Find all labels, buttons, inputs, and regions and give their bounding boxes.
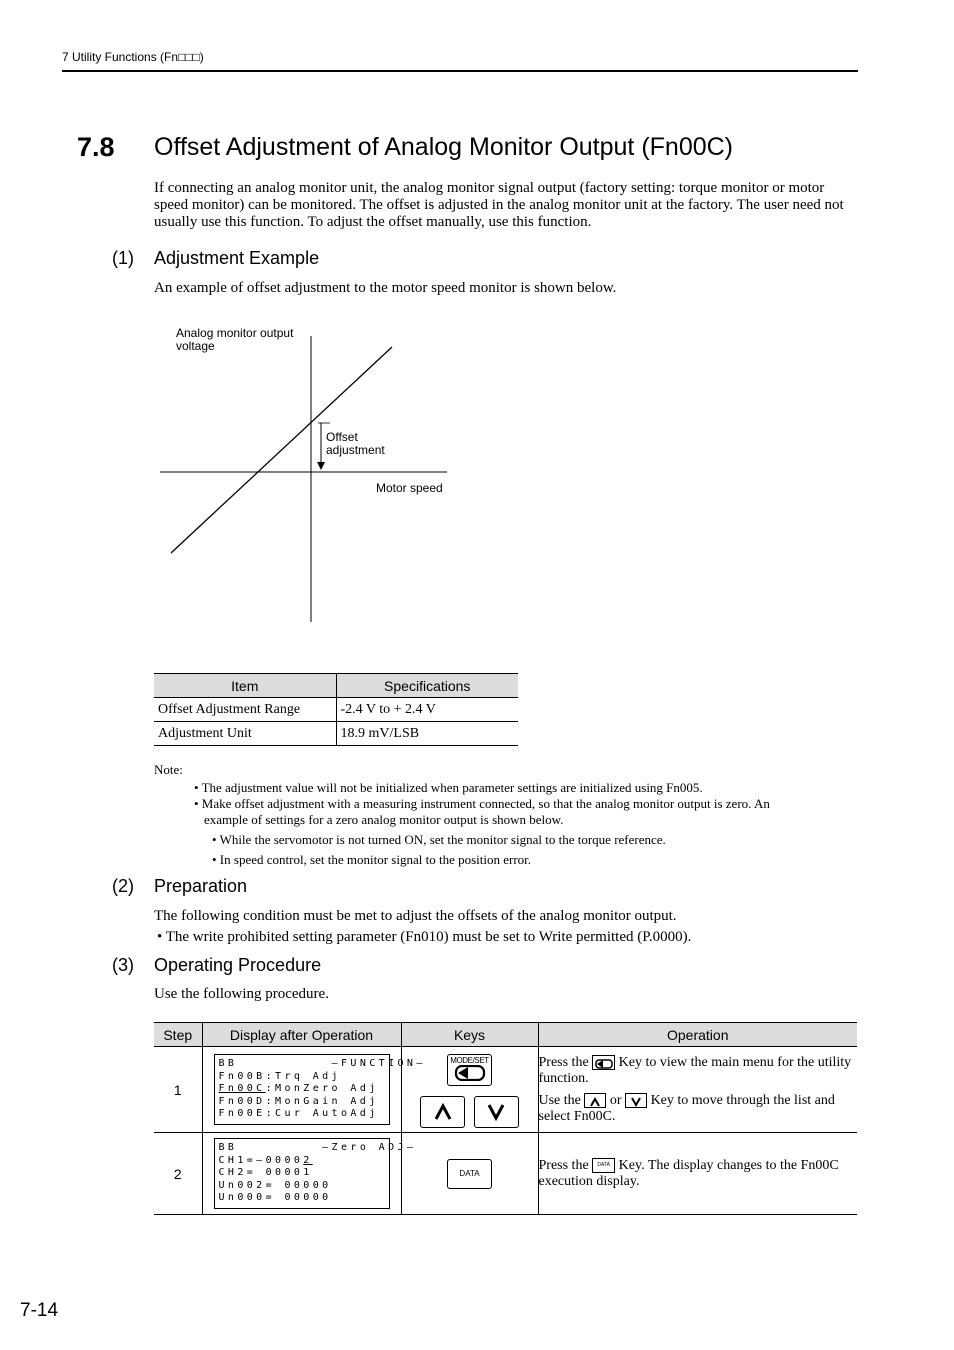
lcd-text: CH2= 00001: [218, 1167, 313, 1179]
y-axis-label-line1: Analog monitor output: [176, 326, 294, 340]
proc-header-display: Display after Operation: [202, 1023, 401, 1047]
sub2-bullet: • The write prohibited setting parameter (Fn010) must be set to Write permitted (P.0000).: [157, 929, 692, 945]
mode-set-arrow-icon: [454, 1065, 486, 1081]
arrow-keys: [402, 1096, 538, 1128]
note-sub-bullet: • While the servomotor is not turned ON, set the monitor signal to the torque reference.: [212, 832, 666, 847]
data-key-inline-icon: DATA: [592, 1158, 615, 1173]
up-key[interactable]: [420, 1096, 465, 1128]
data-key[interactable]: [447, 1159, 492, 1189]
spec-table-header: [154, 674, 518, 698]
spec-cell: Adjustment Unit: [154, 722, 336, 746]
lcd-text: BB: [218, 1058, 238, 1070]
operation-cell: [538, 1047, 857, 1133]
lcd-text: BB: [218, 1142, 238, 1154]
mode-set-inline-icon: [592, 1055, 615, 1070]
lcd-text: Fn00B:Trq Adj: [218, 1070, 341, 1082]
note-sub-bullet: • In speed control, set the monitor signal to the position error.: [212, 852, 532, 867]
mode-set-key-label: MODE/SET: [450, 1055, 489, 1065]
section-title: Offset Adjustment of Analog Monitor Output (Fn00C): [154, 133, 734, 161]
notes: [154, 762, 854, 868]
display-cell: [202, 1047, 426, 1133]
lcd-text: :MonZero Adj: [265, 1083, 379, 1095]
lcd-text: CH1=–0000: [218, 1154, 304, 1166]
table-row: [154, 698, 518, 722]
step-number: 1: [154, 1047, 202, 1133]
lcd-text-cursor: 2: [303, 1154, 313, 1166]
op-text: Use the: [538, 1092, 585, 1108]
display-cell: [202, 1133, 417, 1215]
step-number: 2: [154, 1133, 202, 1215]
procedure-table: [154, 1022, 857, 1215]
proc-header-operation: Operation: [538, 1023, 857, 1047]
sub3-text: Use the following procedure.: [154, 986, 329, 1002]
sub1-text: An example of offset adjustment to the motor speed monitor is shown below.: [154, 280, 617, 296]
sub2-text: The following condition must be met to adjust the offsets of the analog monitor output.: [154, 908, 677, 924]
spec-header-item: Item: [154, 674, 336, 698]
running-header: 7 Utility Functions (Fn□□□): [62, 50, 204, 64]
sub2-number: (2): [112, 876, 134, 896]
mode-set-key[interactable]: [447, 1054, 492, 1086]
lcd-text: Fn00E:Cur AutoAdj: [218, 1108, 379, 1120]
op-text: Press the: [538, 1157, 593, 1173]
spec-table: [154, 673, 518, 746]
operator-display: [214, 1138, 417, 1209]
note-bullet-cont: example of settings for a zero analog monitor output is shown below.: [204, 812, 564, 827]
table-row: [154, 1133, 857, 1215]
spec-cell: 18.9 mV/LSB: [336, 722, 518, 746]
note-bullet: • The adjustment value will not be initialized when parameter settings are initialized using Fn005.: [194, 780, 703, 795]
spec-cell: -2.4 V to + 2.4 V: [336, 698, 518, 722]
up-arrow-inline-icon: [584, 1093, 606, 1108]
offset-label-line1: Offset: [326, 430, 358, 444]
operation-cell: [538, 1133, 857, 1215]
down-key[interactable]: [474, 1096, 519, 1128]
lcd-text: Fn00D:MonGain Adj: [218, 1095, 379, 1107]
lcd-text: Un000= 00000: [218, 1192, 332, 1204]
offset-label-line2: adjustment: [326, 443, 385, 457]
keys-cell: [401, 1133, 538, 1215]
sub2-title: Preparation: [154, 876, 248, 896]
note-label: Note:: [154, 762, 183, 777]
table-row: [154, 722, 518, 746]
op-text: Press the: [538, 1054, 593, 1070]
down-arrow-icon: [486, 1103, 506, 1121]
op-text: Key to view the main menu for the utility function.: [538, 1054, 852, 1086]
note-bullet: • Make offset adjustment with a measuring instrument connected, so that the analog monitor output is zero. An: [194, 796, 770, 811]
proc-header-step: Step: [154, 1023, 202, 1047]
op-text: Key to move through the list and select Fn00C.: [538, 1092, 835, 1124]
offset-arrow-head: [317, 462, 325, 470]
header-rule: [62, 70, 858, 72]
section-number: 7.8: [77, 132, 115, 162]
offset-diagram: [150, 320, 460, 630]
sub1-title: Adjustment Example: [154, 248, 320, 268]
proc-header-keys: Keys: [401, 1023, 538, 1047]
lcd-text-cursor: Fn00C: [218, 1083, 266, 1095]
lcd-text: Un002= 00000: [218, 1179, 332, 1191]
down-arrow-inline-icon: [625, 1093, 647, 1108]
page-number: 7-14: [20, 1300, 59, 1321]
lcd-text: –Zero ADJ–: [322, 1142, 417, 1154]
op-text: Key. The display changes to the Fn00C execution display.: [538, 1157, 839, 1189]
lcd-text: –FUNCTION–: [331, 1058, 426, 1070]
spec-cell: Offset Adjustment Range: [154, 698, 336, 722]
op-text: or: [606, 1092, 626, 1108]
sub3-title: Operating Procedure: [154, 955, 322, 975]
spec-header-spec: Specifications: [336, 674, 518, 698]
sub3-number: (3): [112, 955, 134, 975]
data-key-label: DATA: [459, 1169, 480, 1178]
operator-display: [214, 1054, 426, 1125]
up-arrow-icon: [433, 1103, 453, 1121]
procedure-table-header: [154, 1023, 857, 1047]
table-row: [154, 1047, 857, 1133]
intro-paragraph: If connecting an analog monitor unit, the analog monitor signal output (factory setting: torque monitor or motor speed monitor) can be monitored. The offset is adjusted in the analog monitor unit at the factory. The user need not usually use this function. To adjust the offset manually, use this function.: [154, 180, 844, 230]
x-axis-label: Motor speed: [376, 481, 443, 495]
y-axis-label-line2: voltage: [176, 339, 215, 353]
sub1-number: (1): [112, 248, 134, 268]
